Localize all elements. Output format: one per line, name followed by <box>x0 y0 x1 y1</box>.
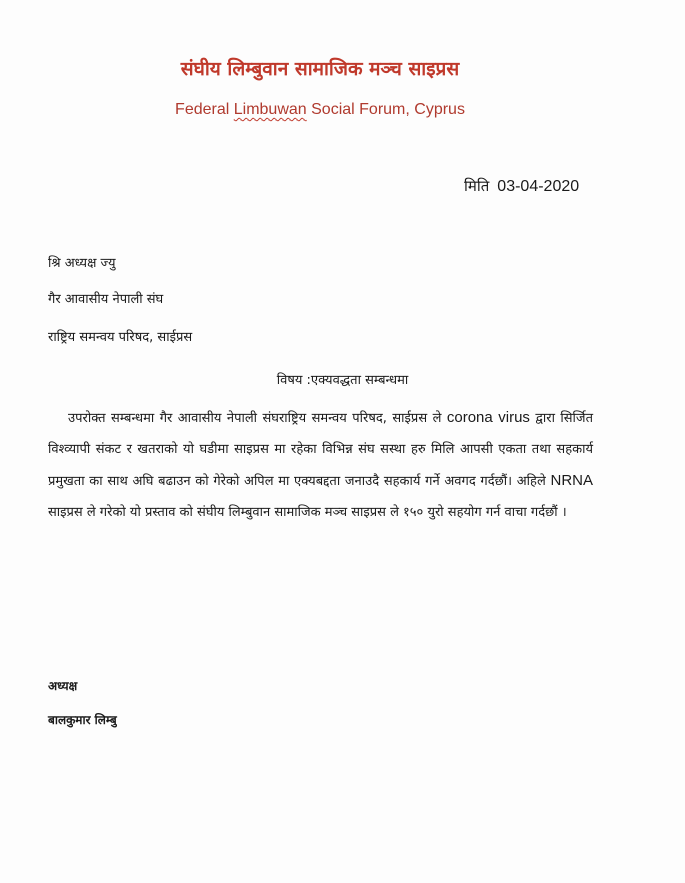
signature-title: अध्यक्ष <box>48 679 78 693</box>
letter-date <box>464 176 579 196</box>
body-part-1: उपरोक्त सम्बन्धमा गैर आवासीय नेपाली संघराष्ट्रिय समन्वय परिषद, साईप्रस ले <box>68 411 442 426</box>
letter-subject: विषय :एक्यवद्धता सम्बन्धमा <box>276 373 409 388</box>
org-name-english-post: Social Forum, Cyprus <box>306 101 465 118</box>
org-name-english-pre: Federal <box>175 101 234 118</box>
body-corona-virus: corona virus <box>446 409 530 426</box>
letter-body <box>48 402 593 528</box>
body-part-3: साइप्रस ले गरेको यो प्रस्ताव को संघीय लिम्बुवान सामाजिक मञ्च साइप्रस ले १५० युरो सहयोग गर्न वाचा गर्दछौं । <box>48 505 567 520</box>
recipient-line-2: गैर आवासीय नेपाली संघ <box>48 292 164 307</box>
date-value: 03-04-2020 <box>497 178 580 195</box>
date-label: मिति <box>464 177 490 195</box>
recipient-line-1: श्रि अध्यक्ष ज्यु <box>48 256 116 271</box>
org-name-english-limbuwan: Limbuwan <box>233 101 307 118</box>
org-name-english <box>0 101 640 119</box>
recipient-line-3: राष्ट्रिय समन्वय परिषद, साईप्रस <box>48 330 193 345</box>
signature-name: बालकुमार लिम्बु <box>48 713 117 727</box>
org-name-nepali: संघीय लिम्बुवान सामाजिक मञ्च साइप्रस <box>180 58 460 80</box>
body-nrna: NRNA <box>550 472 593 489</box>
body-part-2: द्वारा सिर्जित विश्व्यापी संकट र खतराको यो घडीमा साइप्रस मा रहेका विभिन्न संघ सस्था हरु मिलि आपसी एकता तथा सहकार्य प्रमुखता का साथ अघि बढाउन को गेरेको अपिल मा एक्यबद्दता जनाउदै सहकार्य गर्ने अवगद गर्दछौं। अहिले <box>48 411 593 489</box>
